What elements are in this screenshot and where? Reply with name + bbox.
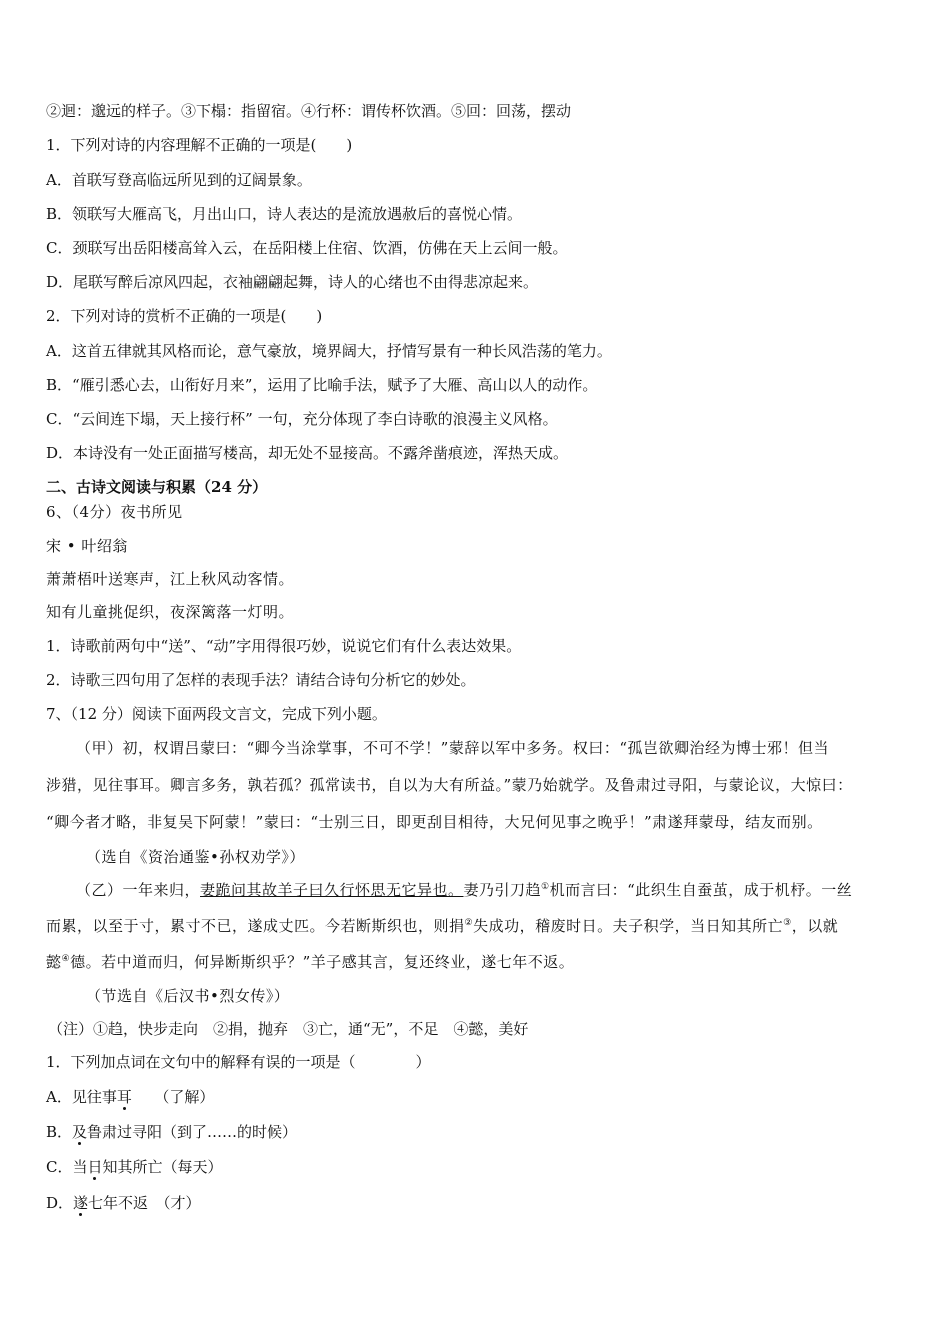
option-text: A．见往事 <box>46 1088 117 1106</box>
question-2: 2．下列对诗的赏析不正确的一项是( ) <box>46 307 323 325</box>
question-6-2: 2．诗歌三四句用了怎样的表现手法？请结合诗句分析它的妙处。 <box>46 671 476 689</box>
dotted-word: 耳 <box>116 1088 132 1106</box>
passage-jia-line-2: 涉猎，见往事耳。卿言多务，孰若孤？孤常读书，自以为大有所益。”蒙乃始就学。及鲁肃过寻阳，与蒙论议，大惊曰： <box>46 776 853 794</box>
option-text: 知其所亡（每天） <box>102 1158 223 1176</box>
question-7-title: 7、（12 分）阅读下面两段文言文，完成下列小题。 <box>46 705 387 723</box>
passage-jia-line-3: “卿今者才略，非复吴下阿蒙！”蒙曰：“士别三日，即更刮目相待，大兄何见事之晚乎！”肃遂拜蒙母，结友而别。 <box>46 813 823 831</box>
poem-line-1: 萧萧梧叶送寒声，江上秋风动客情。 <box>46 570 295 588</box>
footnote-mark: ① <box>541 882 550 892</box>
yi-text: 机而言曰：“此织生自蚕茧，成于机杼。一丝 <box>549 881 853 899</box>
notes-tail: ②迴：邈远的样子。③下榻：指留宿。④行杯：谓传杯饮酒。⑤回：回荡，摆动 <box>46 102 572 120</box>
question-6-title: 6、（4分）夜书所见 <box>46 503 183 521</box>
option-text: C．当 <box>46 1158 88 1176</box>
footnote-mark: ④ <box>61 954 71 964</box>
option-text: （了解） <box>131 1088 215 1106</box>
yi-text: 失成功，稽废时日。夫子积学，当日知其所亡 <box>473 917 784 935</box>
passage-jia-line-1: （甲）初，权谓吕蒙曰：“卿今当涂掌事，不可不学！”蒙辞以军中多务。权曰：“孤岂欲卿治经为博士邪！但当 <box>76 739 830 757</box>
q2-option-a: A．这首五律就其风格而论，意气豪放，境界阔大，抒情写景有一种长风浩荡的笔力。 <box>46 342 612 360</box>
passage-yi-line-1 <box>76 880 852 900</box>
option-text: 鲁肃过寻阳（到了……的时候） <box>87 1123 298 1141</box>
q2-option-b: B．“雁引悉心去，山衔好月来”，运用了比喻手法，赋予了大雁、高山以人的动作。 <box>46 376 598 394</box>
option-text: D． <box>46 1194 74 1212</box>
q2-option-d: D．本诗没有一处正面描写楼高，却无处不显接高。不露斧凿痕迹，浑热天成。 <box>46 444 569 462</box>
option-text: B． <box>46 1123 73 1141</box>
q2-option-c: C．“云间连下塌，天上接行杯” 一句，充分体现了李白诗歌的浪漫主义风格。 <box>46 410 558 428</box>
passage-yi-line-3 <box>46 952 574 972</box>
question-7-1: 1．下列加点词在文句中的解释有误的一项是（ ） <box>46 1053 431 1071</box>
q1-option-d: D．尾联写醉后凉风四起，衣袖翩翩起舞，诗人的心绪也不由得悲凉起来。 <box>46 273 539 291</box>
q7-option-a <box>46 1087 214 1107</box>
dotted-word: 日 <box>87 1158 103 1176</box>
yi-text: ，以就 <box>791 917 839 935</box>
question-1: 1．下列对诗的内容理解不正确的一项是( ) <box>46 136 353 154</box>
q1-option-c: C．颈联写出岳阳楼高耸入云，在岳阳楼上住宿、饮酒，仿佛在天上云间一般。 <box>46 239 568 257</box>
footnote-mark: ② <box>464 918 474 928</box>
yi-text: （乙）一年来归， <box>76 881 201 899</box>
annotations: （注）①趋，快步走向 ②捐，抛弃 ③亡，通“无”，不足 ④懿，美好 <box>48 1020 529 1038</box>
yi-text: 而累，以至于寸，累寸不已，遂成丈匹。今若断斯织也，则捐 <box>46 917 465 935</box>
yi-text: 德。若中道而归，何异断斯织乎？”羊子感其言，复还终业，遂七年不返。 <box>70 953 575 971</box>
q1-option-b: B．领联写大雁高飞，月出山口，诗人表达的是流放遇赦后的喜悦心情。 <box>46 205 523 223</box>
section-heading: 二、古诗文阅读与积累（24 分） <box>46 478 268 496</box>
passage-yi-line-2 <box>46 916 838 936</box>
poem-author: 宋 • 叶绍翁 <box>46 537 128 555</box>
question-6-1: 1．诗歌前两句中“送”、“动”字用得很巧妙，说说它们有什么表达效果。 <box>46 637 522 655</box>
passage-yi-source: （节选自《后汉书•烈女传》） <box>86 987 290 1005</box>
option-text: 七年不返 （才） <box>88 1194 201 1212</box>
q7-option-c <box>46 1157 223 1177</box>
q7-option-b <box>46 1122 297 1142</box>
dotted-word: 遂 <box>73 1194 89 1212</box>
dotted-word: 及 <box>72 1123 88 1141</box>
underlined-sentence: 妻跪问其故羊子曰久行怀思无它异也。 <box>200 881 464 899</box>
footnote-mark: ③ <box>783 918 792 928</box>
yi-text: 懿 <box>46 953 62 971</box>
yi-text: 妻乃引刀趋 <box>463 881 542 899</box>
poem-line-2: 知有儿童挑促织，夜深篱落一灯明。 <box>46 603 295 621</box>
q7-option-d <box>46 1193 201 1213</box>
q1-option-a: A．首联写登高临远所见到的辽阔景象。 <box>46 171 312 189</box>
passage-jia-source: （选自《资治通鉴•孙权劝学》） <box>86 848 305 866</box>
